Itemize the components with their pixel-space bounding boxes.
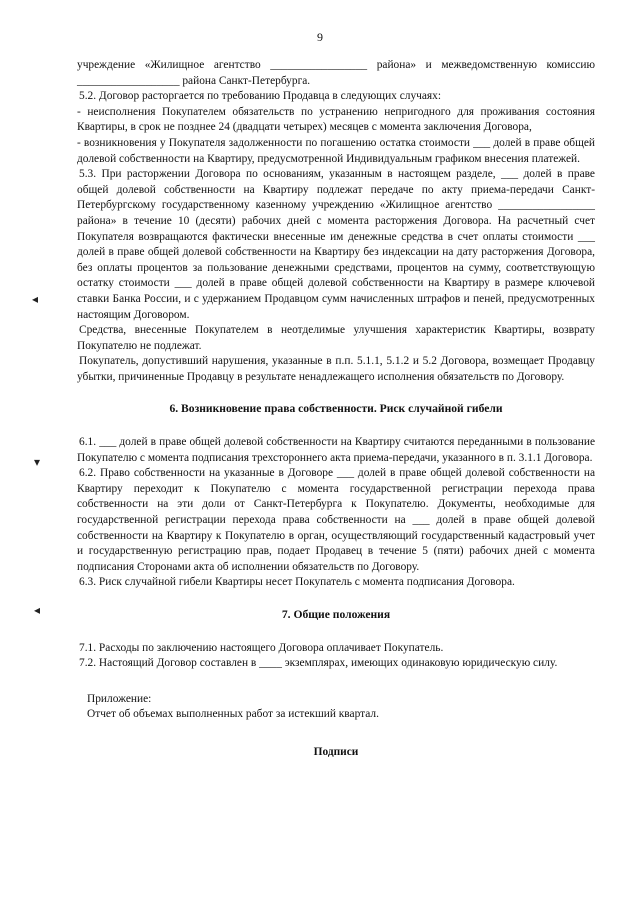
paragraph: 7.1. Расходы по заключению настоящего Договора оплачивает Покупатель. (79, 641, 444, 654)
paragraph: учреждение «Жилищное агентство _________________ района» и межведомственную комиссию __________________ района Санкт-Петербурга. (77, 59, 595, 87)
paragraph: 6.2. Право собственности на указанные в Договоре ___ долей в праве общей долевой собственности на Квартиру переходит к Покупателю с момента государственной регистрации перехода права собственности на эти доли от Санкт-Петербурга к Покупателю. Документы, необходимые для государственной регистрации перехода права собственности на ___ долей в праве общей долевой собственности на Квартиру к Покупателю в орган, осуществляющий государственный кадастровый учет и государственную регистрацию прав, подает Продавец в течение 5 (пяти) рабочих дней с момента подписания Сторонами акта об исполнении обязательств по Договору. (77, 467, 595, 573)
signatures-heading: Подписи (313, 745, 359, 758)
paragraph: 5.2. Договор расторгается по требованию Продавца в следующих случаях: (79, 90, 442, 103)
paragraph: Средства, внесенные Покупателем в неотделимые улучшения характеристик Квартиры, возврату Покупателю не подлежат. (77, 324, 595, 352)
document-body (77, 58, 595, 761)
appendix-label: Приложение: (87, 692, 152, 705)
paragraph: 6.1. ___ долей в праве общей долевой собственности на Квартиру считаются переданными в пользование Покупателю с момента подписания трехстороннего акта приема-передачи, указанного в п. 3.1.1 Договора. (77, 436, 595, 464)
margin-mark: ▾ (34, 455, 41, 469)
margin-mark: ◂ (34, 603, 41, 617)
section-heading: 6. Возникновение права собственности. Риск случайной гибели (169, 402, 503, 416)
paragraph: 5.3. При расторжении Договора по основаниям, указанным в настоящем разделе, ___ долей в праве общей долевой собственности на Квартиру подлежат передаче по акту приема-передачи Санкт-Петербургскому государственному казенному учреждению «Жилищное агентство _________________ района» в течение 10 (десяти) рабочих дней с момента расторжения Договора. На расчетный счет Покупателя возвращаются фактически внесенные им денежные средства в счет оплаты стоимости ___ долей в праве общей долевой собственности на Квартиру без индексации на дату расторжения Договора, без оплаты процентов за пользование денежными средствами, процентов на сумму, соответствующую остатку стоимости ___ долей в праве общей долевой собственности на Квартиру в размере ключевой ставки Банка России, и с удержанием Продавцом сумм начисленных штрафов и пеней, предусмотренных настоящим Договором. (77, 168, 595, 321)
appendix-text: Отчет об объемах выполненных работ за истекший квартал. (87, 708, 379, 721)
paragraph: Покупатель, допустивший нарушения, указанные в п.п. 5.1.1, 5.1.2 и 5.2 Договора, возмещает Продавцу убытки, причиненные Продавцу в результате ненадлежащего исполнения обязательств по Договору. (77, 355, 595, 383)
page-number: 9 (317, 30, 323, 44)
paragraph: - неисполнения Покупателем обязательств по устранению непригодного для проживания состояния Квартиры, в срок не позднее 24 (двадцати четырех) месяцев с момента заключения Договора, (77, 105, 595, 134)
paragraph: 6.3. Риск случайной гибели Квартиры несет Покупатель с момента подписания Договора. (79, 576, 515, 589)
margin-mark: ◂ (32, 292, 39, 306)
paragraph: - возникновения у Покупателя задолженности по погашению остатка стоимости ___ долей в праве общей долевой собственности на Квартиру, предусмотренной Индивидуальным графиком внесения платежей. (77, 136, 595, 165)
paragraph: 7.2. Настоящий Договор составлен в ____ экземплярах, имеющих одинаковую юридическую силу. (79, 657, 558, 670)
section-heading: 7. Общие положения (281, 608, 391, 621)
